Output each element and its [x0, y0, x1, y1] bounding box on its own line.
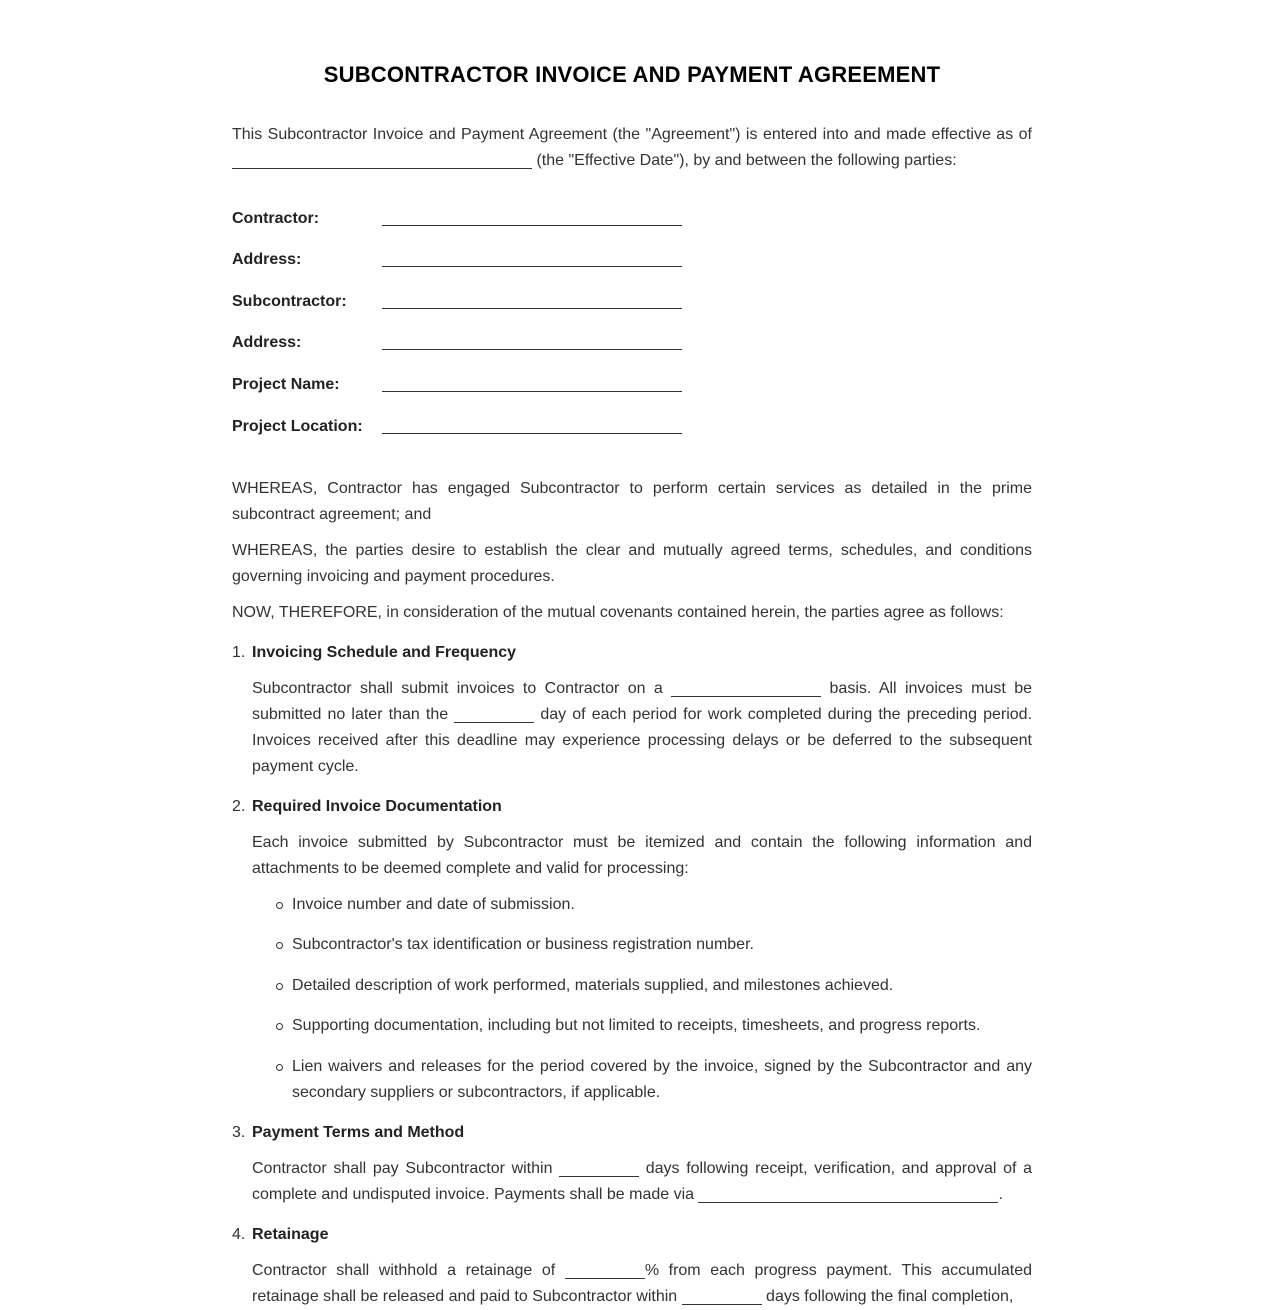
- section-retainage: [232, 1222, 1032, 1310]
- section-text: days following receipt, verification, and approval of a complete and undisputed invoice. Payments shall be made via: [252, 1160, 1033, 1204]
- section-paragraph: [252, 676, 1032, 780]
- field-label-contractor-address: Address:: [232, 251, 302, 269]
- section-heading: [232, 1120, 1032, 1146]
- subcontractor-blank[interactable]: [382, 288, 682, 309]
- recital-paragraph: WHEREAS, Contractor has engaged Subcontractor to perform certain services as detailed in the prime subcontract agreement; and: [232, 479, 1032, 523]
- section-number: 1.: [232, 643, 246, 661]
- project-location-blank[interactable]: [382, 413, 682, 434]
- section-invoice-documentation: [232, 794, 1032, 1106]
- section-title: Invoicing Schedule and Frequency: [252, 643, 517, 661]
- section-title: Required Invoice Documentation: [252, 797, 502, 815]
- section-text: Subcontractor shall submit invoices to Contractor on a: [252, 679, 672, 697]
- section-body: [252, 1156, 1032, 1208]
- agreement-document: [232, 0, 1032, 1310]
- section-body: [252, 1258, 1032, 1310]
- subcontractor-address-blank[interactable]: [382, 329, 682, 350]
- section-text: days following the final completion,: [761, 1288, 1014, 1306]
- section-text: Contractor shall pay Subcontractor within: [252, 1160, 560, 1178]
- effective-date-blank[interactable]: [232, 150, 532, 169]
- intro-text-before: This Subcontractor Invoice and Payment Agreement (the "Agreement") is entered into and made effective as of: [232, 126, 1032, 143]
- payment-days-blank[interactable]: [559, 1158, 639, 1177]
- party-fields: [232, 190, 1032, 440]
- field-row-contractor: [232, 190, 1032, 232]
- field-row-project-name: [232, 356, 1032, 398]
- section-body: [252, 676, 1032, 780]
- section-payment-terms: [232, 1120, 1032, 1208]
- section-text: .: [998, 1186, 1003, 1204]
- section-title: Retainage: [252, 1226, 329, 1244]
- section-heading: [232, 794, 1032, 820]
- list-item: Invoice number and date of submission.: [292, 892, 1032, 918]
- field-row-project-location: [232, 398, 1032, 440]
- section-title: Payment Terms and Method: [252, 1124, 465, 1142]
- section-text: Contractor shall withhold a retainage of: [252, 1262, 565, 1280]
- section-number: 4.: [232, 1226, 246, 1244]
- field-label-subcontractor: Subcontractor:: [232, 292, 347, 310]
- invoice-frequency-blank[interactable]: [671, 678, 821, 697]
- payment-method-blank[interactable]: [698, 1184, 998, 1203]
- field-row-subcontractor: [232, 273, 1032, 315]
- field-row-subcontractor-address: [232, 315, 1032, 357]
- section-body: [252, 830, 1032, 1106]
- intro-text-after: (the "Effective Date"), by and between the following parties:: [532, 152, 957, 169]
- recital-paragraph: WHEREAS, the parties desire to establish the clear and mutually agreed terms, schedules, and conditions governing invoicing and payment procedures.: [232, 541, 1032, 585]
- contractor-address-blank[interactable]: [382, 246, 682, 267]
- project-name-blank[interactable]: [382, 371, 682, 392]
- section-text: % from each progress payment. This accumulated retainage shall be released and paid to Subcontractor within: [252, 1262, 1033, 1306]
- section-heading: [232, 640, 1032, 666]
- list-item: Lien waivers and releases for the period covered by the invoice, signed by the Subcontractor and any secondary suppliers or subcontractors, if applicable.: [292, 1054, 1032, 1106]
- list-item: Detailed description of work performed, materials supplied, and milestones achieved.: [292, 973, 1032, 999]
- therefore-paragraph: NOW, THEREFORE, in consideration of the mutual covenants contained herein, the parties agree as follows:: [232, 603, 1004, 621]
- section-paragraph: [252, 1156, 1032, 1208]
- documentation-list: [252, 892, 1032, 1106]
- field-label-project-location: Project Location:: [232, 417, 363, 435]
- section-invoicing-schedule: [232, 640, 1032, 780]
- field-row-contractor-address: [232, 232, 1032, 274]
- field-label-project-name: Project Name:: [232, 375, 340, 393]
- section-paragraph: [252, 1258, 1032, 1310]
- contractor-blank[interactable]: [382, 205, 682, 226]
- section-paragraph: Each invoice submitted by Subcontractor must be itemized and contain the following information and attachments to be deemed complete and valid for processing:: [252, 833, 1032, 877]
- section-text: day of each period for work completed during the preceding period. Invoices received after this deadline may experience processing delays or be deferred to the subsequent payment cycle.: [252, 705, 1032, 775]
- section-heading: [232, 1222, 1032, 1248]
- section-text: basis. All invoices must be submitted no later than the: [252, 679, 1032, 723]
- list-item: Supporting documentation, including but not limited to receipts, timesheets, and progress reports.: [292, 1013, 1032, 1039]
- intro-paragraph: [232, 122, 1032, 174]
- section-number: 2.: [232, 797, 246, 815]
- document-title: SUBCONTRACTOR INVOICE AND PAYMENT AGREEMENT: [323, 62, 941, 87]
- field-label-subcontractor-address: Address:: [232, 334, 302, 352]
- field-label-contractor: Contractor:: [232, 209, 320, 227]
- invoice-deadline-day-blank[interactable]: [454, 704, 534, 723]
- retainage-percent-blank[interactable]: [565, 1260, 645, 1279]
- section-number: 3.: [232, 1124, 246, 1142]
- list-item: Subcontractor's tax identification or business registration number.: [292, 932, 1032, 958]
